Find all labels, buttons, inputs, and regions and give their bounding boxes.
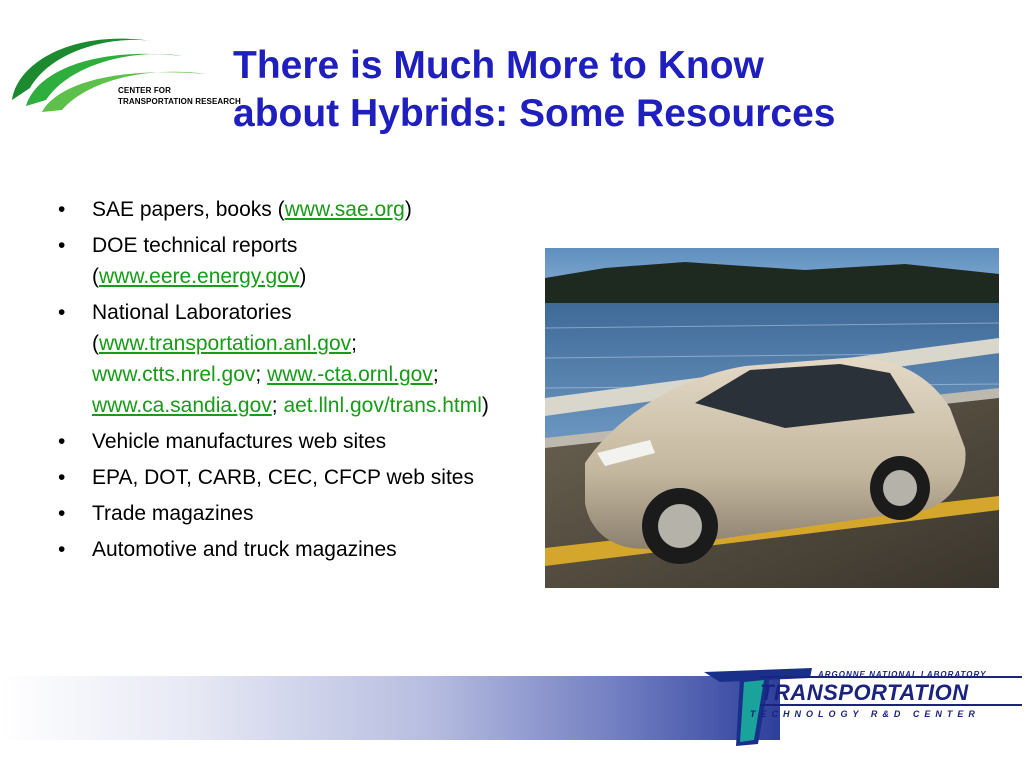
list-item	[52, 297, 512, 421]
link-llnl[interactable]: aet.llnl.gov/trans.html	[283, 394, 482, 417]
link-nrel[interactable]: www.ctts.nrel.gov	[92, 363, 256, 386]
separator: ;	[255, 363, 262, 386]
slide-title	[233, 42, 993, 138]
list-item-text: )	[299, 265, 307, 288]
link-eere[interactable]: www.eere.energy.gov	[99, 265, 300, 288]
hybrid-car-photo	[545, 248, 999, 588]
list-item-text: SAE papers, books (	[92, 198, 285, 221]
transportation-logo	[700, 662, 1024, 752]
list-item-text: National Laboratories (	[92, 301, 292, 355]
link-ornl[interactable]: www.-cta.ornl.gov	[267, 363, 433, 386]
argonne-label: ARGONNE NATIONAL LABORATORY	[818, 670, 987, 679]
separator: ;	[271, 394, 278, 417]
bullet-marker: •	[58, 234, 66, 257]
slide-title-line2: about Hybrids: Some Resources	[233, 92, 836, 135]
slide-title-line1: There is Much More to Know	[233, 44, 764, 87]
list-item-text: Trade magazines	[92, 502, 254, 525]
bullet-marker: •	[58, 301, 66, 324]
car-image	[545, 248, 999, 588]
link-sandia[interactable]: www.ca.sandia.gov	[92, 394, 272, 417]
separator: ;	[351, 332, 357, 355]
ctr-swoosh-icon	[8, 30, 228, 120]
separator: ;	[432, 363, 439, 386]
ctr-logo	[8, 30, 241, 120]
bullet-marker: •	[58, 430, 66, 453]
ctr-logo-line1: CENTER FOR	[118, 86, 171, 95]
list-item-text: DOE technical reports (	[92, 234, 298, 288]
bullet-marker: •	[58, 466, 66, 489]
bullet-marker: •	[58, 502, 66, 525]
transportation-label: TRANSPORTATION	[760, 680, 969, 705]
resource-list	[52, 194, 512, 570]
list-item-text: )	[404, 198, 412, 221]
list-item	[52, 498, 512, 529]
link-sae[interactable]: www.sae.org	[284, 198, 405, 221]
footer-gradient-bar	[0, 676, 780, 740]
list-item-text: Vehicle manufactures web sites	[92, 430, 387, 453]
list-item	[52, 230, 512, 292]
list-item-text: EPA, DOT, CARB, CEC, CFCP web sites	[92, 466, 474, 489]
list-item	[52, 462, 512, 493]
list-item	[52, 426, 512, 457]
list-item-text: Automotive and truck magazines	[92, 538, 397, 561]
list-item	[52, 534, 512, 565]
link-anl[interactable]: www.transportation.anl.gov	[99, 332, 352, 355]
bullet-marker: •	[58, 198, 66, 221]
bullet-marker: •	[58, 538, 66, 561]
list-item	[52, 194, 512, 225]
tech-center-label: TECHNOLOGY R&D CENTER	[750, 709, 980, 719]
list-item-text: )	[481, 394, 489, 417]
ctr-logo-line2: TRANSPORTATION RESEARCH	[118, 97, 241, 106]
